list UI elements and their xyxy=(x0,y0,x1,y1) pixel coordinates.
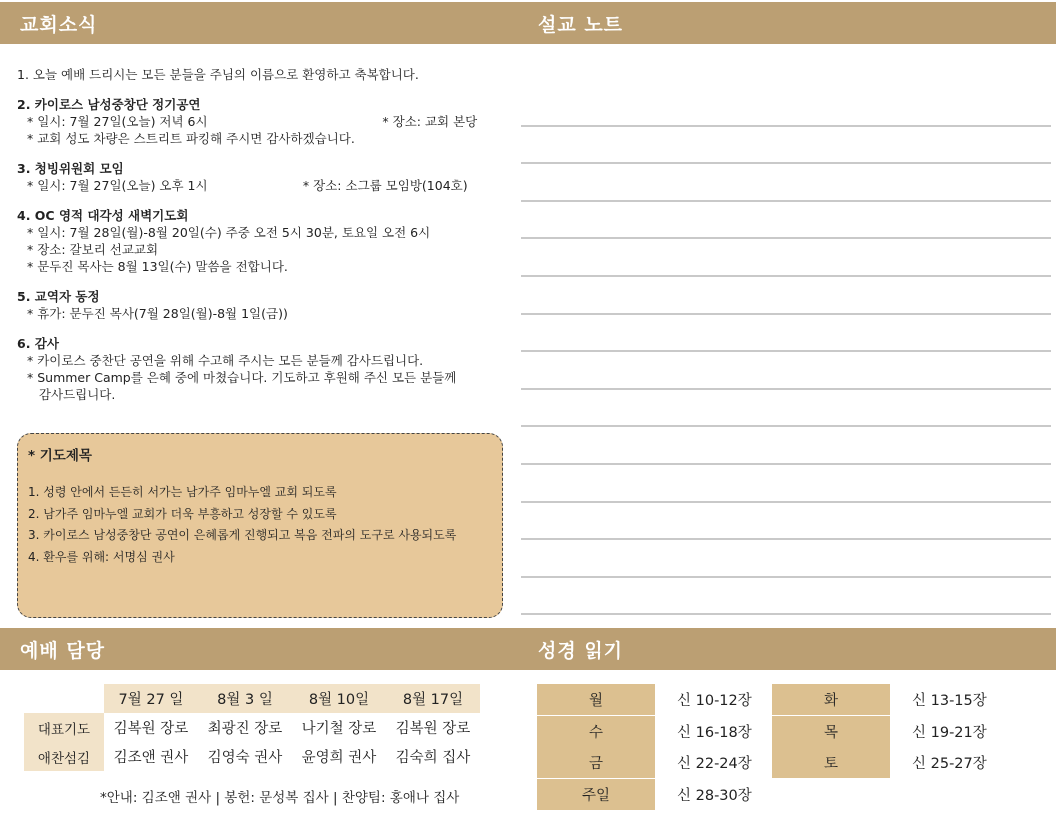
bible-day-cell: 화 xyxy=(772,684,890,715)
church-news-title: 교회소식 xyxy=(20,13,98,36)
bible-day-cell: 수 xyxy=(537,716,655,747)
duty-role-cell: 대표기도 xyxy=(24,713,104,742)
note-line xyxy=(521,127,1051,165)
news-item xyxy=(17,96,512,147)
news-item-detail: * 일시: 7월 27일(오늘) 저녁 6시 * 장소: 교회 본당 xyxy=(27,114,478,129)
duty-row xyxy=(24,713,480,742)
duty-name-cell: 윤영희 권사 xyxy=(301,750,377,766)
church-news-list xyxy=(17,66,512,416)
duty-name-cell: 최광진 장로 xyxy=(207,721,283,737)
bible-day-cell: 월 xyxy=(537,684,655,715)
news-item-detail: * 교회 성도 차량은 스트리트 파킹해 주시면 감사하겠습니다. xyxy=(27,131,355,146)
note-line xyxy=(521,89,1051,127)
bible-reading-cell: 신 22-24장 xyxy=(677,756,752,772)
news-item xyxy=(17,335,512,403)
duty-name-cell: 김조앤 권사 xyxy=(113,750,189,766)
worship-duty-title: 예배 담당 xyxy=(20,639,106,662)
note-line xyxy=(521,427,1051,465)
note-line xyxy=(521,164,1051,202)
news-item-detail: * 휴가: 문두진 목사(7월 28일(월)-8월 1일(금)) xyxy=(27,306,288,321)
prayer-requests-list xyxy=(28,482,492,568)
prayer-request-item: 3. 카이로스 남성중창단 공연이 은혜롭게 진행되고 복음 전파의 도구로 사용되도록 xyxy=(28,528,457,542)
bible-reading-header xyxy=(518,628,1056,670)
worship-duty-header xyxy=(0,628,518,670)
bible-day-cell: 주일 xyxy=(537,779,655,810)
duty-name-cell: 김영숙 권사 xyxy=(207,750,283,766)
news-item-title: 2. 카이로스 남성중창단 정기공연 xyxy=(17,97,201,112)
sermon-notes-title: 설교 노트 xyxy=(538,13,624,36)
news-item xyxy=(17,66,512,83)
note-line xyxy=(521,315,1051,353)
duty-name-cell: 김숙희 집사 xyxy=(395,750,471,766)
bible-reading-title: 성경 읽기 xyxy=(538,639,624,662)
bible-day-cell: 토 xyxy=(772,747,890,778)
news-item xyxy=(17,160,512,194)
sermon-notes-header xyxy=(518,2,1056,44)
prayer-request-item: 2. 남가주 임마누엘 교회가 더욱 부흥하고 성장할 수 있도록 xyxy=(28,506,337,521)
prayer-requests-box xyxy=(17,433,503,618)
duty-date-row xyxy=(24,684,480,713)
bible-reading-cell: 신 16-18장 xyxy=(677,724,752,741)
note-line xyxy=(521,390,1051,428)
news-item-detail: * 일시: 7월 28일(월)-8월 20일(수) 주중 오전 5시 30분, 토요일 오전 6시 xyxy=(27,225,431,240)
news-item xyxy=(17,207,512,275)
news-item-detail: * 문두진 목사는 8월 13일(수) 말씀을 전합니다. xyxy=(27,259,288,274)
duty-name-cell: 김복원 장로 xyxy=(395,721,471,737)
bible-reading-cell: 신 19-21장 xyxy=(912,724,987,741)
duty-corner-cell xyxy=(24,684,104,713)
news-item-detail: * 장소: 갈보리 선교교회 xyxy=(27,242,159,257)
prayer-request-item: 1. 성령 안에서 든든히 서가는 남가주 임마누엘 교회 되도록 xyxy=(28,485,337,499)
news-item-detail: 감사드립니다. xyxy=(27,387,116,402)
news-item-title: 6. 감사 xyxy=(17,336,59,351)
sermon-notes-lines xyxy=(521,89,1051,615)
note-line xyxy=(521,503,1051,541)
news-item-detail: * 일시: 7월 27일(오늘) 오후 1시 * 장소: 소그룹 모임방(104호) xyxy=(27,178,468,193)
duty-row xyxy=(24,742,480,771)
duty-date-cell: 8월 10일 xyxy=(292,684,386,713)
bible-day-cell: 금 xyxy=(537,747,655,778)
worship-duty-table xyxy=(24,684,480,771)
news-item-title: 1. 오늘 예배 드리시는 모든 분들을 주님의 이름으로 환영하고 축복합니다. xyxy=(17,67,419,82)
duty-table-body xyxy=(24,713,480,771)
news-item-title: 4. OC 영적 대각성 새벽기도회 xyxy=(17,208,189,223)
duty-note: *안내: 김조앤 권사 | 봉헌: 문성복 집사 | 찬양팀: 홍애나 집사 xyxy=(100,790,460,806)
note-line xyxy=(521,277,1051,315)
prayer-requests-title: * 기도제목 xyxy=(28,448,92,464)
bible-reading-cell: 신 13-15장 xyxy=(912,693,987,709)
news-item-detail: * 카이로스 중찬단 공연을 위해 수고해 주시는 모든 분들께 감사드립니다. xyxy=(27,353,424,368)
duty-role-cell: 애찬섬김 xyxy=(24,742,104,771)
duty-name-cell: 나기철 장로 xyxy=(301,721,377,737)
bible-reading-cell: 신 28-30장 xyxy=(677,787,752,804)
news-item-detail: * Summer Camp를 은혜 중에 마쳤습니다. 기도하고 후원해 주신 모든 분들께 xyxy=(27,370,457,385)
prayer-request-item: 4. 환우를 위해: 서명심 권사 xyxy=(28,549,175,564)
news-item-title: 5. 교역자 동정 xyxy=(17,289,100,304)
note-line xyxy=(521,239,1051,277)
duty-date-cell: 8월 17일 xyxy=(386,684,480,713)
bible-reading-cell: 신 25-27장 xyxy=(912,756,987,772)
note-line xyxy=(521,465,1051,503)
note-line xyxy=(521,578,1051,616)
bible-reading-cell: 신 10-12장 xyxy=(677,693,752,709)
note-line xyxy=(521,352,1051,390)
duty-name-cell: 김복원 장로 xyxy=(113,721,189,737)
note-line xyxy=(521,540,1051,578)
bible-day-cell: 목 xyxy=(772,716,890,747)
duty-date-cell: 7월 27 일 xyxy=(104,684,198,713)
note-line xyxy=(521,202,1051,240)
news-item xyxy=(17,288,512,322)
news-item-title: 3. 청빙위원회 모임 xyxy=(17,161,124,176)
duty-date-cell: 8월 3 일 xyxy=(198,684,292,713)
church-news-header xyxy=(0,2,518,44)
